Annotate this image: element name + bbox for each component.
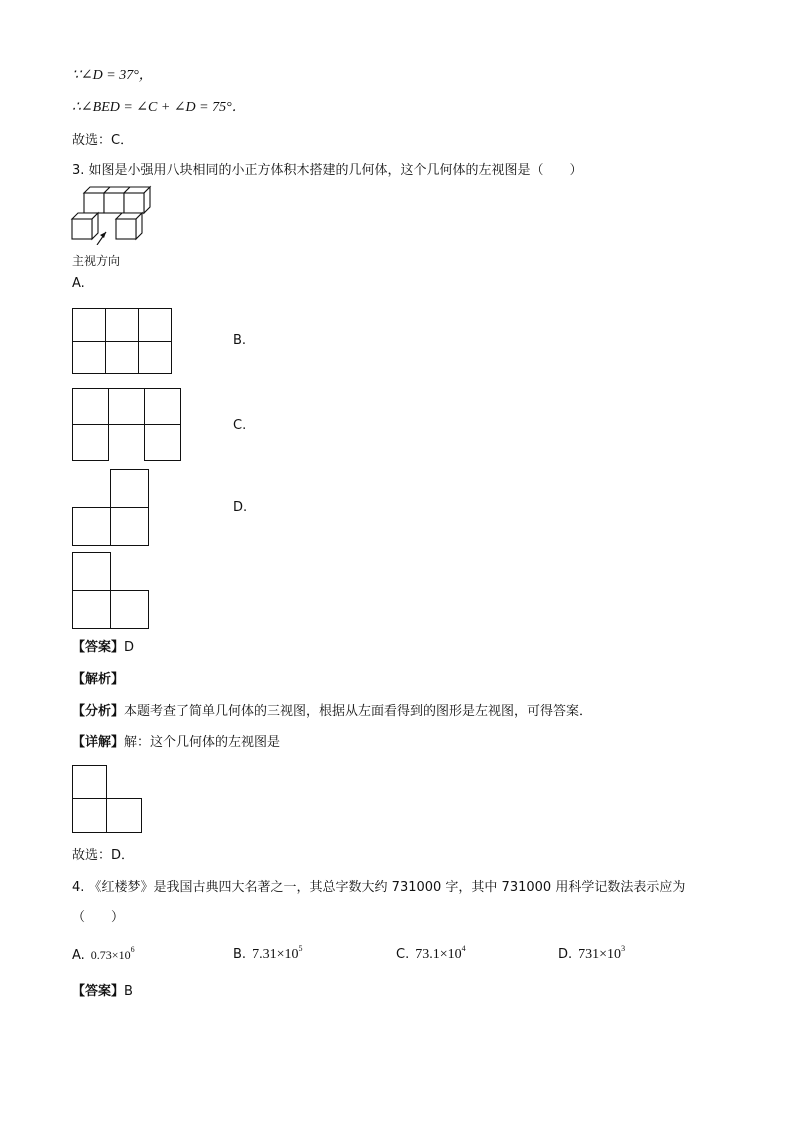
- grid-cell: [72, 308, 106, 342]
- option-mantissa: 7.31×10: [252, 947, 299, 962]
- q4-option-label: D.: [558, 947, 573, 962]
- option-b-label: B.: [233, 333, 247, 348]
- grid-cell: [72, 765, 107, 799]
- q3-conclusion: 故选：D．: [72, 848, 135, 863]
- q4-option-label: B.: [233, 947, 247, 962]
- answer-value: B: [124, 984, 133, 999]
- q4-option-value: [415, 944, 466, 962]
- cube-structure-figure: [70, 183, 160, 245]
- q4-option-b: [233, 944, 303, 963]
- option-mantissa: 731×10: [578, 947, 622, 962]
- xiangjie-text: 解：这个几何体的左视图是: [124, 735, 281, 750]
- option-c-label: C.: [233, 418, 247, 433]
- grid-cell: [110, 469, 149, 508]
- fenxi-tag: 【分析】: [72, 704, 125, 719]
- answer-value: D: [124, 640, 135, 655]
- option-a-figure: [72, 308, 172, 374]
- grid-cell: [72, 341, 106, 374]
- q4-stem-line-1: 4. 《红楼梦》是我国古典四大名著之一，其总字数大约 731000 字，其中 731000 用科学记数法表示应为: [72, 880, 686, 895]
- solution-figure: [72, 765, 142, 833]
- q4-answer: [72, 984, 133, 1000]
- grid-cell: [106, 798, 142, 833]
- grid-cell: [105, 308, 139, 342]
- q3-stem: 3. 如图是小强用八块相同的小正方体积木搭建的几何体，这个几何体的左视图是（ ）: [72, 163, 583, 178]
- q4-stem-line-2: （ ）: [72, 910, 125, 925]
- grid-cell: [72, 590, 111, 629]
- option-exponent: 4: [461, 944, 466, 953]
- q4-option-value: [252, 944, 303, 962]
- q4-option-label: A.: [72, 948, 85, 963]
- option-c-figure: [72, 469, 150, 547]
- grid-cell: [144, 424, 181, 461]
- intro-line-3: 故选：C．: [72, 133, 134, 148]
- option-a-label: A.: [72, 276, 85, 291]
- grid-cell: [138, 308, 172, 342]
- q3-xiangjie: [72, 735, 280, 751]
- answer-tag: 【答案】: [72, 640, 125, 655]
- q4-option-c: [396, 944, 466, 963]
- q3-fenxi: [72, 704, 592, 720]
- fenxi-text: 本题考查了简单几何体的三视图，根据从左面看得到的图形是左视图，可得答案．: [124, 704, 593, 719]
- q4-option-value: [90, 945, 135, 962]
- option-exponent: 3: [621, 944, 626, 953]
- grid-cell: [105, 341, 139, 374]
- grid-cell: [72, 507, 111, 546]
- grid-cell: [72, 388, 109, 425]
- grid-cell: [72, 552, 111, 591]
- option-mantissa: 73.1×10: [415, 947, 462, 962]
- grid-cell: [72, 798, 107, 833]
- q4-option-d: [558, 944, 626, 963]
- answer-tag: 【答案】: [72, 984, 125, 999]
- option-mantissa: 0.73×10: [90, 948, 131, 962]
- q4-option-label: C.: [396, 947, 410, 962]
- intro-line-2: ∴∠BED = ∠C + ∠D = 75°．: [72, 100, 246, 115]
- grid-cell: [138, 341, 172, 374]
- option-exponent: 6: [130, 945, 135, 954]
- option-d-figure: [72, 552, 150, 629]
- q4-option-a: [72, 947, 135, 964]
- option-exponent: 5: [298, 944, 303, 953]
- figure-caption: 主视方向: [72, 254, 121, 268]
- option-b-figure: [72, 388, 182, 461]
- q3-answer: [72, 640, 134, 656]
- grid-cell: [144, 388, 181, 425]
- intro-line-1: ∵∠D = 37°，: [72, 68, 153, 83]
- grid-cell: [108, 388, 145, 425]
- grid-cell: [110, 590, 149, 629]
- q3-analysis-tag: 【解析】: [72, 672, 125, 687]
- grid-cell: [110, 507, 149, 546]
- q4-option-value: [578, 944, 626, 962]
- grid-cell: [72, 424, 109, 461]
- xiangjie-tag: 【详解】: [72, 735, 125, 750]
- option-d-label: D.: [233, 500, 248, 515]
